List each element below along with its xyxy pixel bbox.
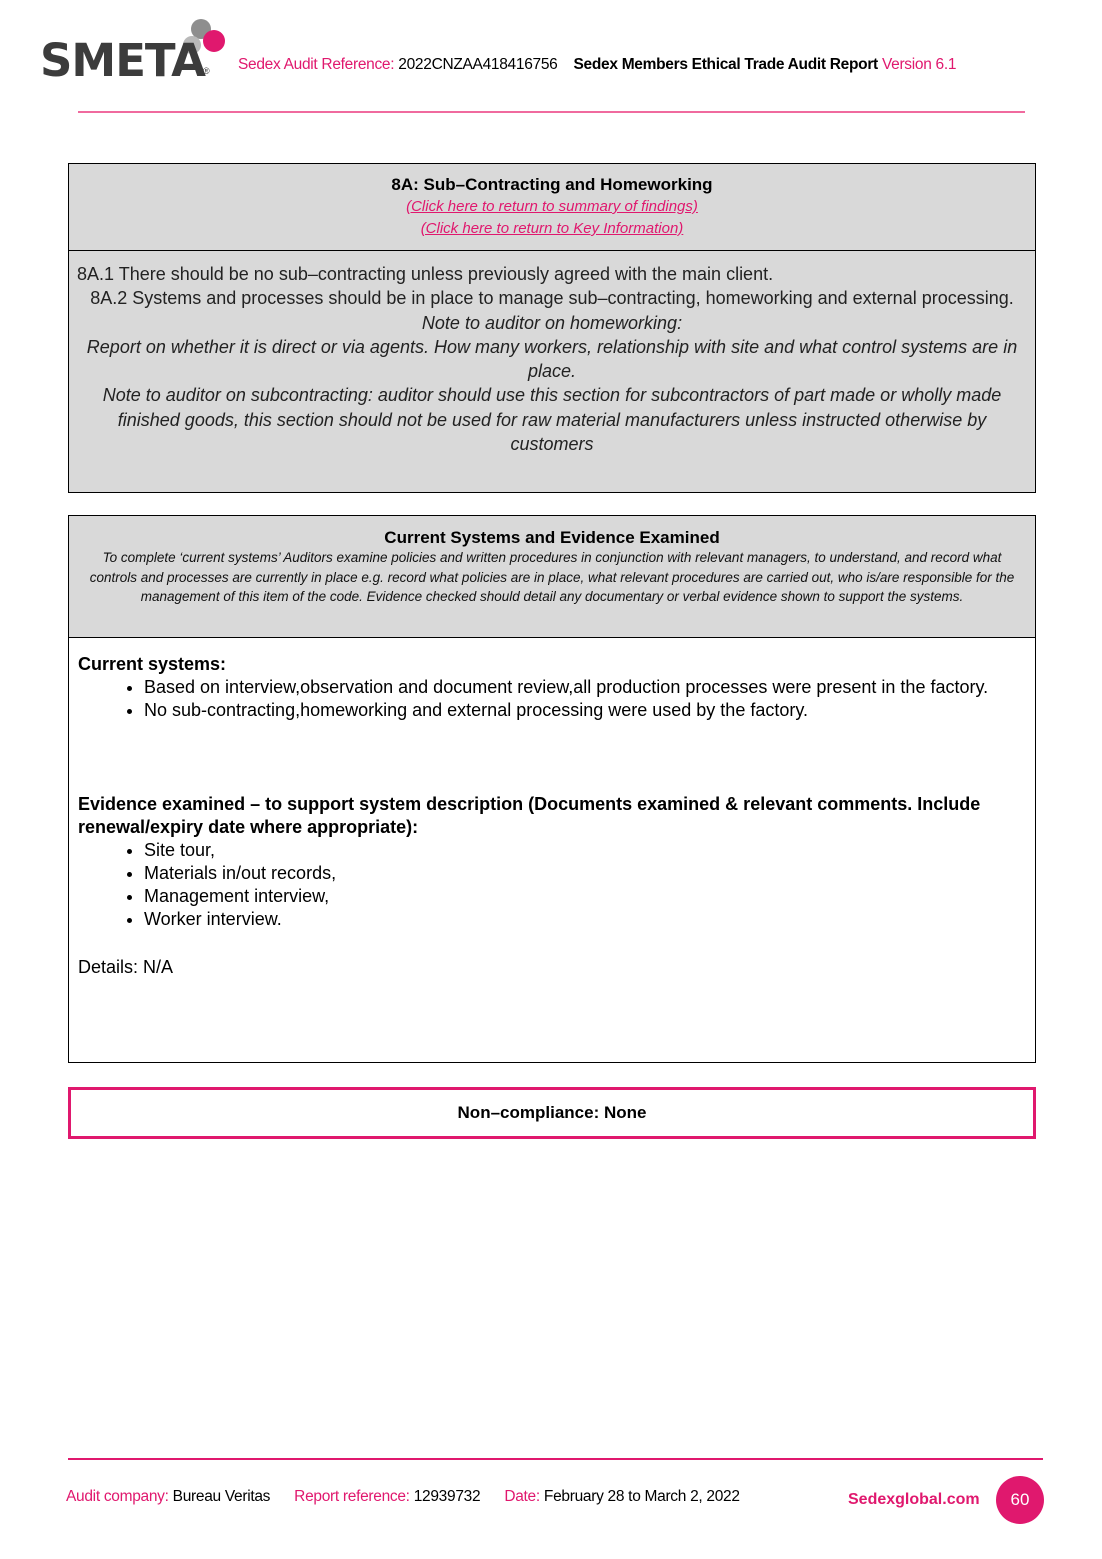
current-systems-box xyxy=(68,515,1036,1063)
section-8a-header xyxy=(69,164,1035,251)
header-divider xyxy=(78,111,1025,113)
registered-icon: ® xyxy=(203,66,210,76)
list-item: • Site tour, xyxy=(144,839,1026,862)
evidence-label: Evidence examined – to support system description (Documents examined & relevant comments. Include renewal/expiry date where appropriate): xyxy=(78,794,981,837)
sedex-site-link[interactable]: Sedexglobal.com xyxy=(848,1491,980,1508)
report-ref: 12939732 xyxy=(413,1488,481,1505)
list-item: • Materials in/out records, xyxy=(144,862,1026,885)
footer-divider xyxy=(68,1458,1043,1460)
logo-text: SMETA xyxy=(40,34,205,87)
key-info-link[interactable]: (Click here to return to Key Information) xyxy=(420,220,684,237)
audit-company: Bureau Veritas xyxy=(172,1488,271,1505)
current-systems-title: Current Systems and Evidence Examined xyxy=(384,528,720,547)
noncompliance-text: Non–compliance: None xyxy=(457,1103,647,1122)
section-8a-body xyxy=(69,251,1035,456)
details-text: Details: N/A xyxy=(78,957,174,977)
homeworking-note-body: Report on whether it is direct or via agents. How many workers, relationship with site and what control systems are in place. xyxy=(86,336,1018,382)
header-text xyxy=(238,56,956,74)
page-footer xyxy=(66,1488,740,1506)
current-systems-content xyxy=(69,638,1035,979)
requirement-8a2: 8A.2 Systems and processes should be in place to manage sub–contracting, homeworking and external processing. xyxy=(90,288,1014,309)
page-number: 60 xyxy=(996,1476,1044,1524)
current-systems-label: Current systems: xyxy=(78,654,227,674)
systems-list xyxy=(78,676,1026,722)
homeworking-note-title: Note to auditor on homeworking: xyxy=(421,312,683,333)
audit-ref-value: 2022CNZAA418416756 xyxy=(398,56,558,73)
audit-date: February 28 to March 2, 2022 xyxy=(543,1488,740,1505)
audit-company-label: Audit company: xyxy=(66,1488,169,1505)
list-item: • Worker interview. xyxy=(144,908,1026,931)
page-header xyxy=(38,18,1038,88)
current-systems-header xyxy=(69,516,1035,638)
report-ref-label: Report reference: xyxy=(294,1488,410,1505)
summary-link[interactable]: (Click here to return to summary of findings) xyxy=(406,198,698,215)
smeta-logo xyxy=(38,18,238,87)
subcontracting-note: Note to auditor on subcontracting: auditor should use this section for subcontractors of part made or wholly made finished goods, this section should not be used for raw material manufacturers unless instructed otherwise by customers xyxy=(102,385,1002,455)
requirement-8a1: 8A.1 There should be no sub–contracting unless previously agreed with the main client. xyxy=(77,264,774,284)
list-item: • Management interview, xyxy=(144,885,1026,908)
list-item: • No sub-contracting,homeworking and external processing were used by the factory. xyxy=(144,699,1026,722)
noncompliance-box xyxy=(68,1087,1036,1139)
evidence-list xyxy=(78,839,1026,931)
audit-ref-label: Sedex Audit Reference: xyxy=(238,56,395,73)
list-item: • Based on interview,observation and document review,all production processes were present in the factory. xyxy=(144,676,1026,699)
report-version: Version 6.1 xyxy=(881,56,957,73)
section-8a-title: 8A: Sub–Contracting and Homeworking xyxy=(391,175,713,194)
section-8a-box xyxy=(68,163,1036,493)
current-systems-instructions: To complete ‘current systems’ Auditors examine policies and written procedures in conjunction with relevant managers, to understand, and record what controls and processes are currently in place e.g. record what policies are in place, what relevant procedures are carried out, who is/are responsible for the management of this item of the code. Evidence checked should detail any documentary or verbal evidence shown to support the systems. xyxy=(89,550,1015,604)
date-label: Date: xyxy=(504,1488,540,1505)
report-title: Sedex Members Ethical Trade Audit Report xyxy=(573,56,878,73)
